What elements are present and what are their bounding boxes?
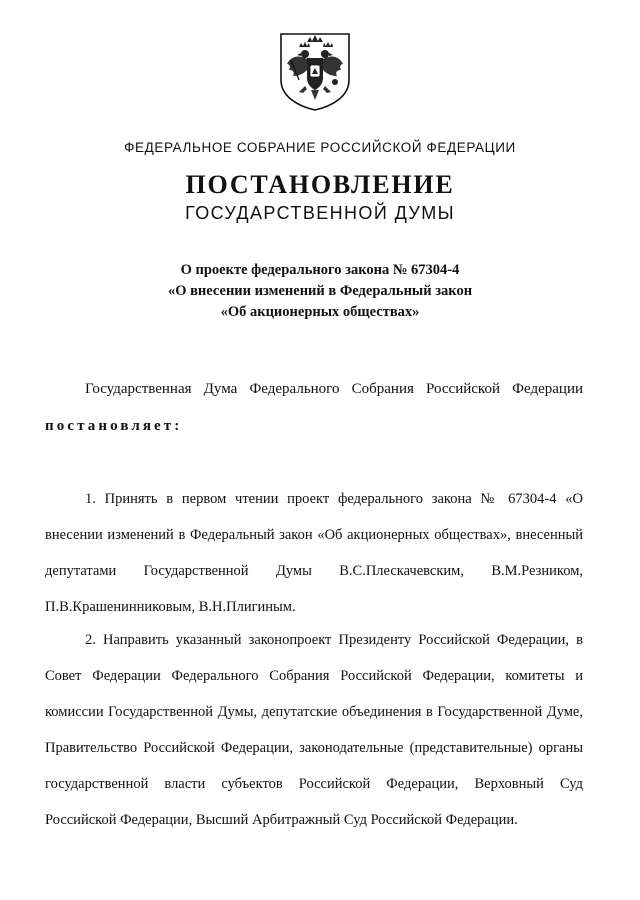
preamble-text: Государственная Дума Федерального Собрания Российской Федерации [85, 381, 583, 397]
document-issuer: ГОСУДАРСТВЕННОЙ ДУМЫ [185, 203, 455, 223]
paragraph-2: 2. Направить указанный законопроект Президенту Российской Федерации, в Совет Федерации Федерального Собрания Российской Федерации, комитеты и комиссии Государственной Думы, депутатские объединения в Государственной Думе, Правительство Российской Федерации, законодательные (представительные) органы государственной власти субъектов Российской Федерации, Верховный Суд Российской Федерации, Высший Арбитражный Суд Российской Федерации. [45, 632, 583, 828]
state-emblem-icon [277, 30, 353, 112]
paragraph-1: 1. Принять в первом чтении проект федерального закона № 67304-4 «О внесении изменений в Федеральный закон «Об акционерных обществах», внесенный депутатами Государственной Думы В.С.Плескачевским, В.М.Резником, П.В.Крашенинниковым, В.Н.Плигиным. [45, 491, 583, 615]
document-subject [0, 260, 640, 323]
subject-line-2: «О внесении изменений в Федеральный закон [167, 283, 473, 299]
subject-line-1: О проекте федерального закона № 67304-4 [180, 262, 460, 278]
assembly-name: ФЕДЕРАЛЬНОЕ СОБРАНИЕ РОССИЙСКОЙ ФЕДЕРАЦИИ [124, 140, 516, 155]
resolves-word: постановляет: [45, 418, 183, 434]
subject-line-3: «Об акционерных обществах» [220, 304, 420, 320]
document-type: ПОСТАНОВЛЕНИЕ [185, 170, 455, 199]
